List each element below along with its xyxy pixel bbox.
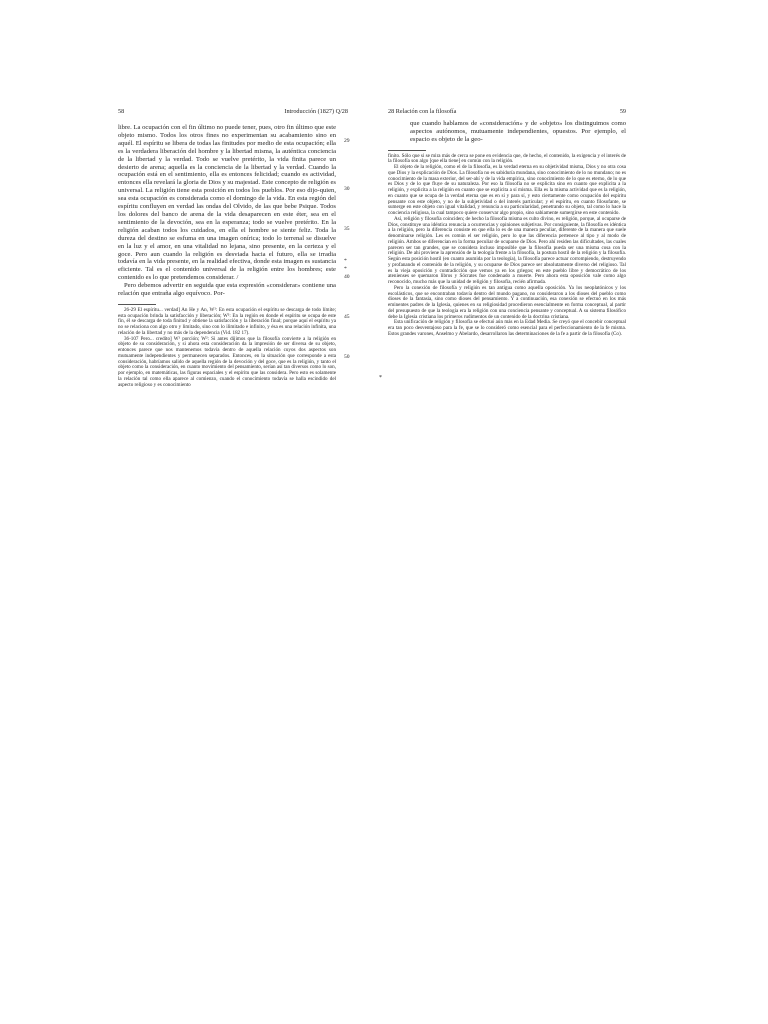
footnote: Así, religión y filosofía coinciden; de hecho la filosofía misma es culto divino, es religión, porque, al ocuparse de Dios, constituye una idéntica renuncia a ocurrencias y opiniones subjetivas. Por consiguiente, la filosofía es idéntica a la religión, pero la diferencia consiste en que ella lo es de una manera peculiar, diferente de la manera que suele denominarse religión. Les es común el ser religión, pero lo que las diferencia pertenece al tipo y al modo de religión. Ambos se diferencian en la forma peculiar de ocuparse de Dios. Pero ahí residen las dificultades, las cuales parecen ser tan grandes, que se considera incluso imposible que la filosofía pueda ser una misma cosa con la religión. De ahí proviene la aprensión de la teología frente a la filosofía, la postura hostil de la religión y la filosofía. Según esta posición hostil (en cuanto asumida por la teología), la filosofía parece actuar corrompiendo, destruyendo y profanando el contenido de la religión, y su ocuparse de Dios parece ser absolutamente diverso del religioso. Tal es la vieja oposición y contradicción que vemos ya en los griegos; en este pueblo libre y democrático de los atenienses se quemaron libros y Sócrates fue condenado a muerte. Pero ahora esta oposición vale como algo reconocido, mucho más que la unidad de religión y filosofía, recién afirmada. [388, 215, 626, 286]
line-number: 50 [344, 354, 350, 360]
footnote: El objeto de la religión, como el de la filosofía, es la verdad eterna en su objetividad misma, Dios y no otra cosa que Dios y la explicación de Dios. La filosofía no es sabiduría mundana, sino conocimiento de lo no mundano; no es conocimiento de la masa exterior, del ser-ahí y de la vida empírica, sino conocimiento de lo que es eterno, de lo que es Dios y de lo que fluye de su naturaleza. Por eso la filosofía no se explicita sino en cuanto que explicita a la religión, y explicita a la religión en cuanto que se explicita a sí misma. Ella es la misma actividad que es la religión, en cuanto que se ocupa de la verdad eterna que es en sí y para sí, y esto ciertamente como ocupación del espíritu pensante con este objeto, y no de la subjetividad o del interés particular; y el espíritu, en cuanto filosofante, se sumerge en este objeto con igual vitalidad, y renuncia a su particularidad, penetrando su objeto, tal como lo hace la conciencia religiosa, la cual tampoco quiere conservar algo propio, sino sabiamente sumergirse en este contenido. [388, 164, 626, 217]
left-running-title: Introducción (1827) Q/28 [284, 108, 348, 115]
right-page-number: 59 [619, 108, 626, 115]
left-page-number: 58 [118, 108, 125, 115]
footnote-rule [388, 150, 426, 151]
left-page [118, 106, 386, 388]
footnote: 26-29 El espíritu... verdad] An He y An, W¹: En esta ocupación el espíritu se descarga de todo límite; esta ocupación brinda la satisfacción y liberación; W²: En la región en donde el espíritu se ocupa de este fin, él se descarga de toda finitud y obtiene la satisfacción y la liberación final; porque aquí el espíritu ya no se relaciona con algo otro y limitado, sino con lo ilimitado e infinito, y ésa es una relación infinita, una relación de la libertad y no más de la dependencia (Vid. 182 17). [118, 306, 336, 336]
line-number: 45 [344, 314, 350, 320]
right-footnotes [379, 152, 626, 381]
line-marker: * [344, 258, 347, 264]
line-number: 29 [344, 138, 350, 144]
footnote: Pero la conexión de filosofía y religión es tan antigua como aquella oposición. Ya los neoplatónicos y los escolásticos, que se encontraban todavía dentro del mundo pagano, no consideraron a los dioses del pueblo como dioses de la fantasía, sino como dioses del pensamiento. Y a continuación, esa conexión se efectuó en los más eminentes padres de la Iglesia, quienes en su religiosidad procedieron esencialmente en forma conceptual, al partir del presupuesto de que la teología era la religión con una conciencia pensante y conceptual. A su sistema filosófico debe la Iglesia cristiana los primeros rudimentos de un contenido de la doctrina cristiana. [388, 284, 626, 320]
line-number: 30 [344, 186, 350, 192]
left-footnotes [118, 308, 336, 389]
footnote: Esta unificación de religión y filosofía se efectuó aún más en la Edad Media. Se creyó que el concebir conceptual era tan poco desventajoso para la fe, que se lo consideró como esencial para el perfeccionamiento de la fe misma. Estos grandes varones, Anselmo y Abelardo, desarrollaron las determinaciones de la fe a partir de la filosofía (Co). [388, 319, 626, 337]
footnote: 36-107 Pero... credito] W¹ porción; W²: Si antes dijimos que la filosofía convierte a la religión en objeto de su consideración, y si ahora esta consideración da la impresión de ser diversa de su objeto, entonces parece que nos mantenemos todavía dentro de aquella relación cuyos dos aspectos son mutuamente independientes y permanecen separados. Entonces, en la situación que corresponde a esta consideración, habríamos salido de aquella región de la devoción y del goce, que es la religión, y tanto el objeto como la consideración, en cuanto movimiento del pensamiento, serían así tan diversos como lo son, por ejemplo, en matemáticas, las figuras espaciales y el espíritu que las considera. Pero esto es solamente la relación tal como ella aparece al comienzo, cuando el conocimiento todavía se halla escindido del aspecto religioso y es conocimiento [118, 335, 336, 388]
right-page [379, 106, 626, 381]
line-marker: * [344, 266, 347, 272]
right-running-head [388, 106, 626, 118]
line-number: 40 [344, 274, 350, 280]
left-body-text: libre. La ocupación con el fin último no puede tener, pues, otro fin último que este objeto mismo. Todos los otros fines no experimentan su acabamiento sino en aquél. El espíritu se libera de todas las finitudes por medio de esta ocupación; ella es la verdadera liberación del hombre y la libertad misma, la auténtica conciencia de la libertad y la verdad. Todo se vuelve pretérito, la vida finita parece un desierto de arena; aquella es la conciencia de la libertad y la verdad. Cuando la ocupación está en el sentimiento, ella es entonces felicidad; cuando es actividad, entonces ella revelará la gloria de Dios y su majestad. Este concepto de religión es universal. La religión tiene esta posición en todos los pueblos. Por eso dijo-quien, sea esta ocupación es considerada como el domingo de la vida. En esta región del espíritu confluyen en verdad las ondas del Olvido, de las que bebe Psique. Todos los dolores del banco de arena de la vida desaparecen en este éter, sea en el sentimiento de la devoción, sea en la esperanza; todo se vuelve pretérito. En la religión acaban todos los cuidados, en ella el hombre se siente feliz. Toda la dureza del destino se esfuma en una imagen onírica; todo lo terrenal se disuelve en la luz y el amor, en una vitalidad no lejana, sino presente, en la certeza y el goce. Pero aun cuando la religión es desviada hacia el futuro, ella se irradia todavía en la vida presente, en la realidad efectiva, donde esta imagen es sustancia eficiente. Tal es el contenido universal de la religión entre los hombres; este contenido es lo que pretendemos considerar. / [118, 124, 336, 282]
footnote: finito. Sólo que si se mira más de cerca se pone en evidencia que, de hecho, el contenido, la exigencia y el interés de la filosofía son algo [que ella tiene] en común con la religión. [388, 152, 626, 165]
left-running-head [118, 106, 348, 118]
right-body-text: que cuando hablamos de «consideración» y de «objeto» los distinguimos como aspectos autónomos, mutuamente independientes, opuestos. Por ejemplo, el espacio es objeto de la geo- [410, 120, 626, 143]
footnote-rule [118, 304, 156, 305]
left-body-last-paragraph: Pero debemos advertir en seguida que esta expresión «considerar» contiene una relación que entraña algo equívoco. Por- [118, 282, 336, 298]
right-running-title: 28 Relación con la filosofía [388, 108, 457, 115]
line-number: 35 [344, 226, 350, 232]
margin-star-marker: * [379, 374, 382, 381]
